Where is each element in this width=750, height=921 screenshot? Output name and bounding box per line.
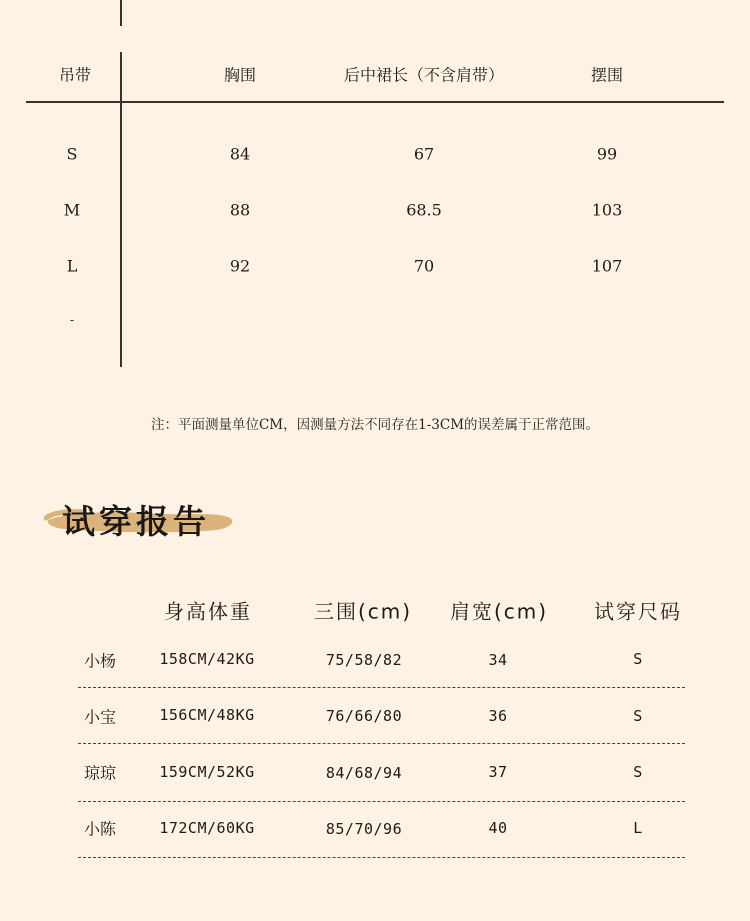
fit-row-divider bbox=[78, 857, 685, 858]
fit-row-divider bbox=[78, 743, 685, 744]
size-label-m: M bbox=[63, 200, 81, 220]
size-bust-s: 84 bbox=[229, 144, 251, 164]
fit-name-2: 小宝 bbox=[83, 707, 117, 727]
fit-size-2: S bbox=[633, 707, 643, 725]
fit-size-4: L bbox=[633, 819, 643, 837]
size-table-header-rule bbox=[26, 101, 724, 103]
size-length-l: 70 bbox=[413, 256, 435, 276]
fit-hw-2: 156CM/48KG bbox=[159, 706, 255, 724]
fit-name-1: 小杨 bbox=[83, 651, 117, 671]
top-divider-fragment bbox=[120, 0, 122, 26]
fit-size-1: S bbox=[633, 650, 643, 668]
size-label-l: L bbox=[66, 256, 78, 276]
fitting-title bbox=[44, 492, 244, 552]
size-table-vertical-rule bbox=[120, 52, 122, 367]
measurement-note: 注：平面测量单位CM，因测量方法不同存在1-3CM的误差属于正常范围。 bbox=[150, 417, 600, 433]
size-length-m: 68.5 bbox=[406, 200, 442, 220]
size-header-bust: 胸围 bbox=[223, 65, 257, 85]
fit-measure-3: 84/68/94 bbox=[325, 764, 403, 782]
fit-measure-4: 85/70/96 bbox=[325, 820, 403, 838]
size-label-empty: - bbox=[69, 313, 75, 327]
fit-shoulder-4: 40 bbox=[488, 819, 508, 837]
size-header-strap: 吊带 bbox=[58, 65, 92, 85]
fit-header-measurements: 三围(cm) bbox=[313, 599, 413, 624]
size-label-s: S bbox=[66, 144, 78, 164]
size-header-hem: 摆围 bbox=[590, 65, 624, 85]
fit-measure-1: 75/58/82 bbox=[325, 651, 403, 669]
size-bust-l: 92 bbox=[229, 256, 251, 276]
size-length-s: 67 bbox=[413, 144, 435, 164]
fit-name-3: 琼琼 bbox=[83, 763, 117, 783]
fit-hw-3: 159CM/52KG bbox=[159, 763, 255, 781]
size-bust-m: 88 bbox=[229, 200, 251, 220]
fit-row-divider bbox=[78, 801, 685, 802]
fit-hw-4: 172CM/60KG bbox=[159, 819, 255, 837]
fit-shoulder-2: 36 bbox=[488, 707, 508, 725]
fitting-title-text: 试穿报告 bbox=[62, 502, 210, 541]
size-hem-l: 107 bbox=[591, 256, 623, 276]
size-hem-m: 103 bbox=[591, 200, 623, 220]
fit-header-height-weight: 身高体重 bbox=[164, 599, 252, 624]
fit-header-shoulder: 肩宽(cm) bbox=[449, 599, 549, 624]
fit-measure-2: 76/66/80 bbox=[325, 707, 403, 725]
size-hem-s: 99 bbox=[596, 144, 618, 164]
fit-hw-1: 158CM/42KG bbox=[159, 650, 255, 668]
fit-size-3: S bbox=[633, 763, 643, 781]
fit-shoulder-3: 37 bbox=[488, 763, 508, 781]
fit-shoulder-1: 34 bbox=[488, 651, 508, 669]
fit-header-size: 试穿尺码 bbox=[594, 599, 682, 624]
fit-name-4: 小陈 bbox=[83, 819, 117, 839]
fit-row-divider bbox=[78, 687, 685, 688]
size-header-length: 后中裙长（不含肩带） bbox=[343, 65, 505, 85]
